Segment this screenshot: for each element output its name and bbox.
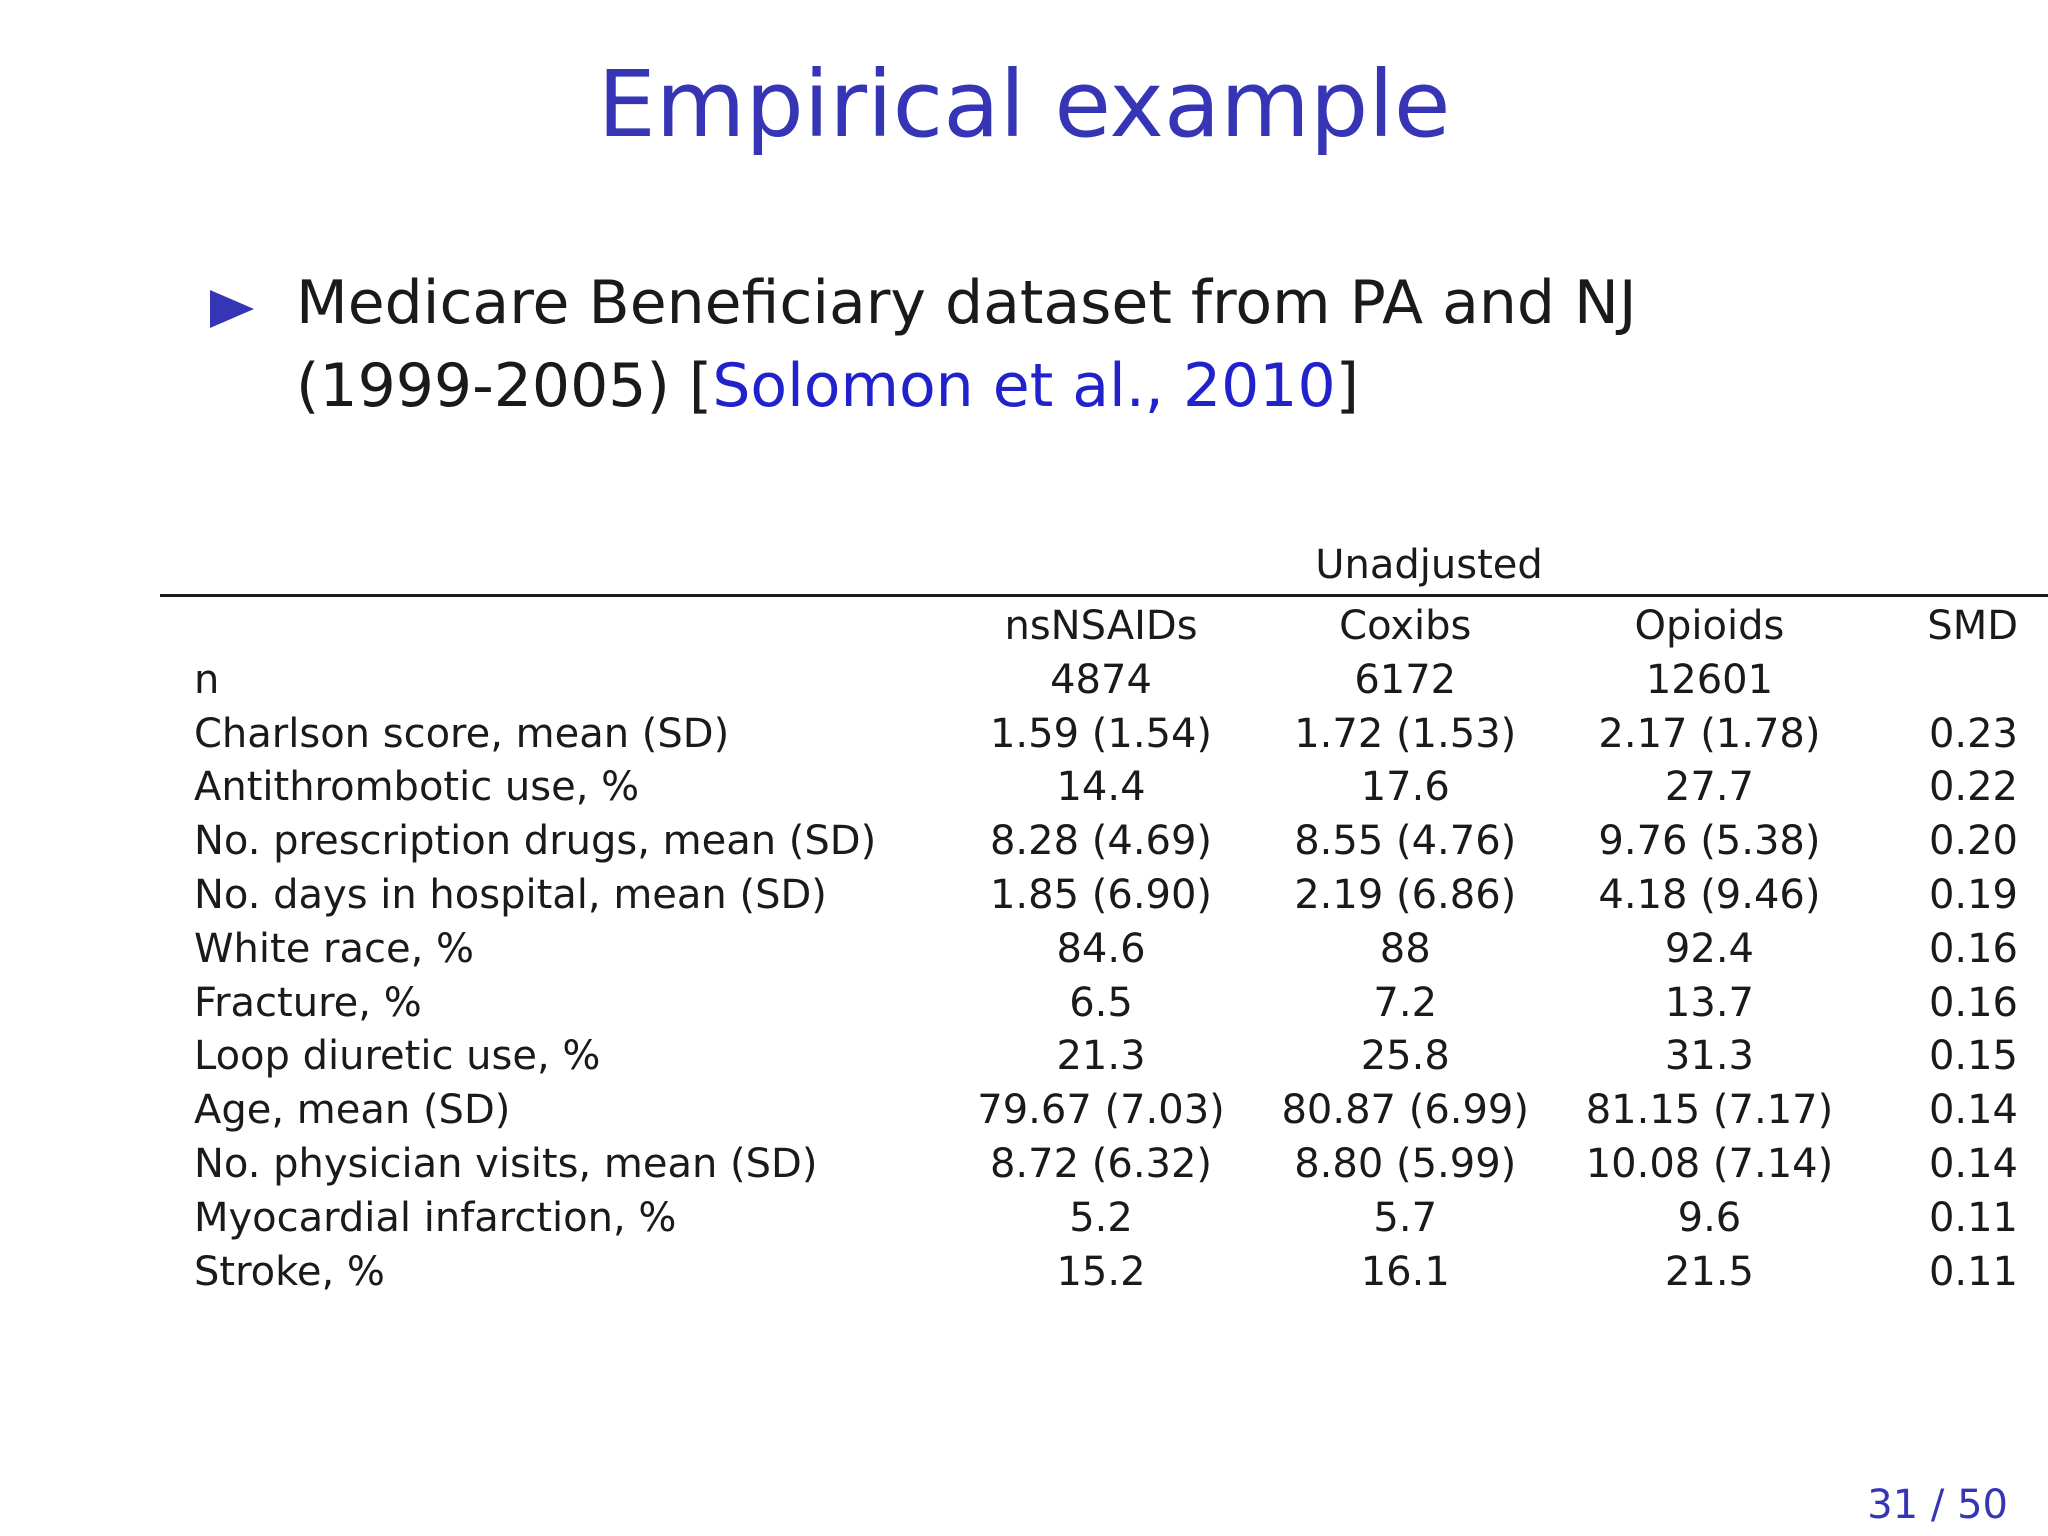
column-header-coxibs: Coxibs [1339,603,1472,649]
table-row [160,1138,2048,1192]
table-row [160,1246,2048,1300]
nsnsaids-cell: 8.72 (6.32) [989,1140,1213,1187]
nsnsaids-cell: 8.28 (4.69) [989,818,1213,865]
nsnsaids-cell: 4874 [1050,656,1152,703]
opioids-cell: 4.18 (9.46) [1598,871,1821,918]
opioids-cell: 9.6 [1677,1194,1742,1241]
bullet-line2-suffix: ] [1335,351,1360,421]
table-row [160,923,2048,977]
coxibs-cell: 16.1 [1360,1248,1450,1295]
smd-cell: 0.22 [1928,764,2018,811]
nsnsaids-cell: 79.67 (7.03) [977,1087,1225,1134]
opioids-cell: 2.17 (1.78) [1598,710,1821,757]
row-label: Myocardial infarction, % [194,1194,677,1241]
triangle-bullet-icon [210,290,254,328]
smd-cell: 0.19 [1928,871,2018,918]
smd-cell: 0.20 [1928,818,2018,865]
unadjusted-label: Unadjusted [1315,542,1543,588]
table-row [160,869,2048,923]
nsnsaids-cell: 14.4 [1056,764,1146,811]
row-label: No. physician visits, mean (SD) [194,1140,818,1187]
column-header-smd: SMD [1927,603,2018,649]
opioids-cell: 81.15 (7.17) [1585,1087,1834,1134]
opioids-cell: 31.3 [1664,1033,1754,1080]
smd-cell: 0.16 [1928,925,2018,972]
column-header-opioids: Opioids [1634,603,1785,649]
row-label: n [194,656,220,703]
table-row [160,1030,2048,1084]
table-row [160,761,2048,815]
column-header-label [160,600,949,654]
nsnsaids-cell: 6.5 [1069,979,1133,1026]
coxibs-cell: 88 [1379,925,1431,972]
table-row [160,708,2048,762]
nsnsaids-cell: 15.2 [1056,1248,1146,1295]
smd-cell: 0.15 [1928,1033,2018,1080]
table-row [160,1192,2048,1246]
table-row [160,654,2048,708]
table-rule [160,594,2048,597]
smd-cell: 0.11 [1928,1194,2018,1241]
nsnsaids-cell: 5.2 [1069,1194,1133,1241]
coxibs-cell: 80.87 (6.99) [1281,1087,1529,1134]
nsnsaids-cell: 84.6 [1056,925,1146,972]
nsnsaids-cell: 21.3 [1056,1033,1146,1080]
citation-link[interactable]: Solomon et al., 2010 [712,351,1336,421]
nsnsaids-cell: 1.59 (1.54) [989,710,1213,757]
table-row [160,815,2048,869]
page-number: 31 / 50 [1867,1482,2008,1528]
coxibs-cell: 5.7 [1373,1194,1438,1241]
smd-cell: 0.11 [1928,1248,2018,1295]
opioids-cell: 9.76 (5.38) [1598,818,1821,865]
row-label: No. prescription drugs, mean (SD) [194,818,877,865]
opioids-cell: 92.4 [1664,925,1754,972]
column-header-nsnsaids: nsNSAIDs [1004,603,1198,649]
smd-cell: 0.23 [1928,710,2018,757]
smd-cell [1862,654,2048,708]
row-label: Charlson score, mean (SD) [194,710,730,757]
row-label: Age, mean (SD) [194,1087,511,1134]
smd-cell: 0.16 [1928,979,2018,1026]
opioids-cell: 10.08 (7.14) [1585,1140,1834,1187]
coxibs-cell: 8.55 (4.76) [1294,818,1517,865]
data-table [160,600,2048,1299]
slide-title: Empirical example [597,51,1451,158]
opioids-cell: 13.7 [1664,979,1754,1026]
coxibs-cell: 2.19 (6.86) [1294,871,1517,918]
smd-cell: 0.14 [1928,1140,2018,1187]
table-group-header [160,536,2048,596]
row-label: No. days in hospital, mean (SD) [194,871,827,918]
coxibs-cell: 6172 [1354,656,1457,703]
row-label: White race, % [194,925,475,972]
bullet-line2-prefix: (1999-2005) [ [296,351,713,421]
nsnsaids-cell: 1.85 (6.90) [989,871,1213,918]
table-row [160,977,2048,1031]
coxibs-cell: 17.6 [1360,764,1450,811]
coxibs-cell: 1.72 (1.53) [1294,710,1517,757]
row-label: Fracture, % [194,979,422,1026]
opioids-cell: 21.5 [1664,1248,1754,1295]
row-label: Stroke, % [194,1248,385,1295]
opioids-cell: 12601 [1645,656,1774,703]
coxibs-cell: 25.8 [1360,1033,1450,1080]
table-header-row [160,600,2048,654]
bullet-text [296,262,1796,428]
bullet-line1: Medicare Beneficiary dataset from PA and NJ [296,268,1637,338]
opioids-cell: 27.7 [1664,764,1754,811]
row-label: Antithrombotic use, % [194,764,640,811]
row-label: Loop diuretic use, % [194,1033,601,1080]
coxibs-cell: 8.80 (5.99) [1294,1140,1517,1187]
coxibs-cell: 7.2 [1373,979,1438,1026]
table-row [160,1084,2048,1138]
smd-cell: 0.14 [1928,1087,2018,1134]
